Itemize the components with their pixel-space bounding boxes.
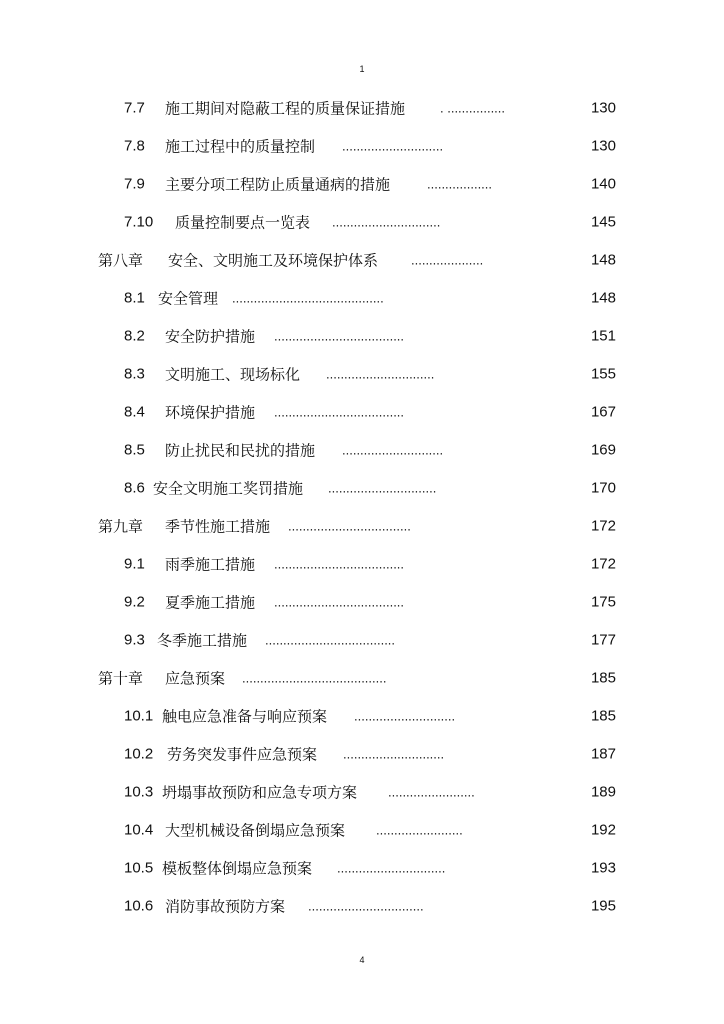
toc-entry — [0, 697, 724, 735]
toc-entry — [0, 773, 724, 811]
toc-entry-page: 172 — [590, 517, 616, 535]
toc-entry-page: 169 — [590, 441, 616, 459]
toc-entry-page: 172 — [590, 555, 616, 573]
toc-entry-leader: .................. — [427, 176, 493, 192]
toc-entry-number: 8.5 — [124, 441, 145, 459]
toc-entry-number: 10.1 — [124, 707, 154, 725]
toc-entry-number: 7.10 — [124, 213, 154, 231]
toc-entry-number: 8.3 — [124, 365, 145, 383]
toc-entry-title: 冬季施工措施 — [157, 631, 248, 650]
toc-entry-number: 7.7 — [124, 99, 145, 117]
toc-entry-title: 劳务突发事件应急预案 — [167, 745, 318, 764]
toc-entry — [0, 279, 724, 317]
toc-entry-leader: ............................ — [342, 138, 444, 154]
toc-entry-number: 10.4 — [124, 821, 154, 839]
toc-entry-number: 8.2 — [124, 327, 145, 345]
toc-entry-page: 130 — [590, 137, 616, 155]
toc-entry-page: 185 — [590, 707, 616, 725]
toc-entry-title: 安全管理 — [158, 289, 219, 308]
toc-entry-number: 7.9 — [124, 175, 145, 193]
toc-entry-number: 10.5 — [124, 859, 154, 877]
toc-entry-page: 189 — [590, 783, 616, 801]
toc-entry-title: 夏季施工措施 — [165, 593, 256, 612]
footer-page-number: 4 — [359, 955, 365, 965]
toc-entry-leader: .............................. — [328, 480, 437, 496]
toc-entry-page: 148 — [590, 289, 616, 307]
toc-chapter-label: 第十章 — [98, 670, 144, 688]
toc-entry-number: 8.1 — [124, 289, 145, 307]
toc-entry-page: 192 — [590, 821, 616, 839]
toc-entry — [0, 887, 724, 925]
toc-entry-title: 施工过程中的质量控制 — [165, 137, 316, 156]
toc-entry-title: 安全文明施工奖罚措施 — [153, 479, 304, 498]
toc-entry-page: 140 — [590, 175, 616, 193]
toc-entry-number: 8.6 — [124, 479, 145, 497]
toc-entry-title: 环境保护措施 — [165, 403, 256, 422]
toc-entry — [0, 127, 724, 165]
toc-entry-title: 防止扰民和民扰的措施 — [165, 441, 316, 460]
toc-entry-leader: .................................... — [274, 594, 405, 610]
toc-entry-page: 187 — [590, 745, 616, 763]
toc-entry — [0, 355, 724, 393]
toc-entry-page: 177 — [590, 631, 616, 649]
toc-entry — [0, 393, 724, 431]
toc-entry-page: 167 — [590, 403, 616, 421]
toc-entry-page: 185 — [590, 669, 616, 687]
toc-entry-chapter — [0, 507, 724, 545]
toc-entry-leader: ........................ — [376, 822, 463, 838]
toc-entry-page: 151 — [590, 327, 616, 345]
toc-entry-leader: .................................... — [274, 404, 405, 420]
toc-entry-number: 10.6 — [124, 897, 154, 915]
toc-chapter-label: 第八章 — [98, 252, 144, 270]
toc-entry-leader: .................... — [411, 252, 484, 268]
toc-entry — [0, 545, 724, 583]
toc-entry-leader: .................................. — [288, 518, 411, 534]
toc-entry — [0, 431, 724, 469]
toc-entry-title: 文明施工、现场标化 — [165, 365, 301, 384]
toc-entry-title: 安全、文明施工及环境保护体系 — [168, 251, 379, 270]
toc-entry-page: 170 — [590, 479, 616, 497]
toc-entry-page: 155 — [590, 365, 616, 383]
toc-entry-chapter — [0, 659, 724, 697]
toc-entry — [0, 849, 724, 887]
toc-entry-number: 9.2 — [124, 593, 145, 611]
toc-entry-leader: .................................... — [265, 632, 396, 648]
toc-entry — [0, 583, 724, 621]
toc-entry-title: 质量控制要点一览表 — [175, 213, 311, 232]
table-of-contents — [0, 89, 724, 925]
toc-entry-title: 触电应急准备与响应预案 — [162, 707, 328, 726]
toc-entry-number: 10.2 — [124, 745, 154, 763]
toc-entry-number: 8.4 — [124, 403, 145, 421]
toc-entry — [0, 811, 724, 849]
toc-entry-title: 安全防护措施 — [165, 327, 256, 346]
toc-entry-title: 主要分项工程防止质量通病的措施 — [165, 175, 391, 194]
toc-entry-leader: .............................. — [337, 860, 446, 876]
toc-entry-leader: ................................ — [308, 898, 424, 914]
toc-entry-title: 模板整体倒塌应急预案 — [162, 859, 313, 878]
toc-entry — [0, 469, 724, 507]
toc-entry-leader: .................................... — [274, 328, 405, 344]
toc-entry-leader: .......................................... — [232, 290, 384, 306]
toc-entry-title: 季节性施工措施 — [165, 517, 271, 536]
toc-entry-leader: ........................................ — [242, 670, 387, 686]
toc-entry-chapter — [0, 241, 724, 279]
toc-entry-number: 9.3 — [124, 631, 145, 649]
toc-entry-page: 145 — [590, 213, 616, 231]
toc-entry-title: 消防事故预防方案 — [165, 897, 286, 916]
toc-entry — [0, 735, 724, 773]
toc-entry-page: 130 — [590, 99, 616, 117]
toc-chapter-label: 第九章 — [98, 518, 144, 536]
toc-entry-leader: ............................ — [354, 708, 456, 724]
toc-entry-title: 施工期间对隐蔽工程的质量保证措施 — [165, 99, 406, 118]
toc-entry-title: 大型机械设备倒塌应急预案 — [165, 821, 346, 840]
toc-entry-leader: .............................. — [326, 366, 435, 382]
toc-entry-page: 148 — [590, 251, 616, 269]
toc-entry-number: 7.8 — [124, 137, 145, 155]
toc-entry-title: 雨季施工措施 — [165, 555, 256, 574]
toc-entry — [0, 165, 724, 203]
toc-entry-leader: .................................... — [274, 556, 405, 572]
toc-entry-number: 10.3 — [124, 783, 154, 801]
toc-entry — [0, 89, 724, 127]
toc-entry-leader: . ................ — [440, 100, 506, 116]
toc-entry-title: 应急预案 — [165, 669, 226, 688]
toc-entry — [0, 317, 724, 355]
toc-entry-leader: ............................ — [343, 746, 445, 762]
toc-entry-leader: .............................. — [332, 214, 441, 230]
header-page-number: 1 — [359, 64, 365, 74]
toc-entry — [0, 621, 724, 659]
toc-entry-page: 193 — [590, 859, 616, 877]
toc-entry-number: 9.1 — [124, 555, 145, 573]
toc-entry-title: 坍塌事故预防和应急专项方案 — [162, 783, 358, 802]
toc-entry-page: 175 — [590, 593, 616, 611]
toc-entry-page: 195 — [590, 897, 616, 915]
toc-entry-leader: ............................ — [342, 442, 444, 458]
toc-entry-leader: ........................ — [388, 784, 475, 800]
toc-entry — [0, 203, 724, 241]
